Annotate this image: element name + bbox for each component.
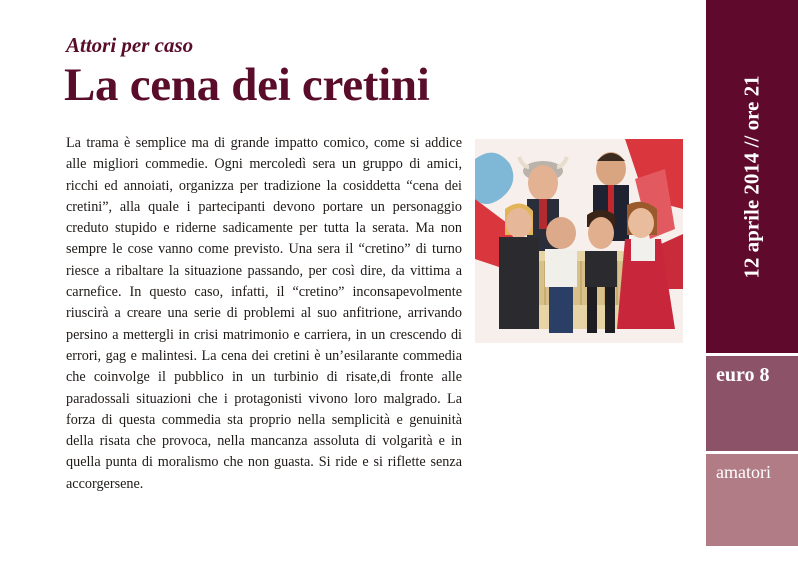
cast-photo (475, 139, 683, 343)
event-date: 12 aprile 2014 // ore 21 (739, 74, 764, 279)
show-subtitle: Attori per caso (66, 33, 194, 57)
category-panel (706, 454, 798, 546)
category-label: amatori (716, 462, 771, 482)
date-panel (706, 0, 798, 353)
ticket-price: euro 8 (716, 364, 770, 386)
price-panel (706, 356, 798, 451)
synopsis-text: La trama è semplice ma di grande impatto comico, come si addice alle migliori commedie. Ogni mercoledì sera un gruppo di amici, ricchi ed annoiati, organizza per tradizione la cosiddetta “cena dei cretini”, alla quale i partecipanti devono portare un personaggio creduto stupido e riderne sadicamente per tutta la serata. Ma non sempre le cose vanno come previsto. Una sera il “cretino” di turno riesce a ribaltare la situazione passando, per così dire, da vittima a carnefice. In questo caso, infatti, il “cretino” inconsapevolmente riuscirà a creare una serie di problemi al suo anfitrione, arrivando persino a mettergli in crisi matrimonio e carriera, in un crescendo di errori, gag e malintesi. La cena dei cretini è un’esilarante commedia che coinvolge il pubblico in un turbinio di risate,di fronte alle paradossali situazioni che i protagonisti vivono loro malgrado. La forza di questa commedia sta proprio nella semplicità e genuinità della risata che provoca, nella mancanza assoluta di volgarità e in quella punta di moralismo che non guasta. Si ride e si riflette senza accorgersene. (66, 135, 462, 492)
show-title: La cena dei cretini (64, 59, 430, 111)
